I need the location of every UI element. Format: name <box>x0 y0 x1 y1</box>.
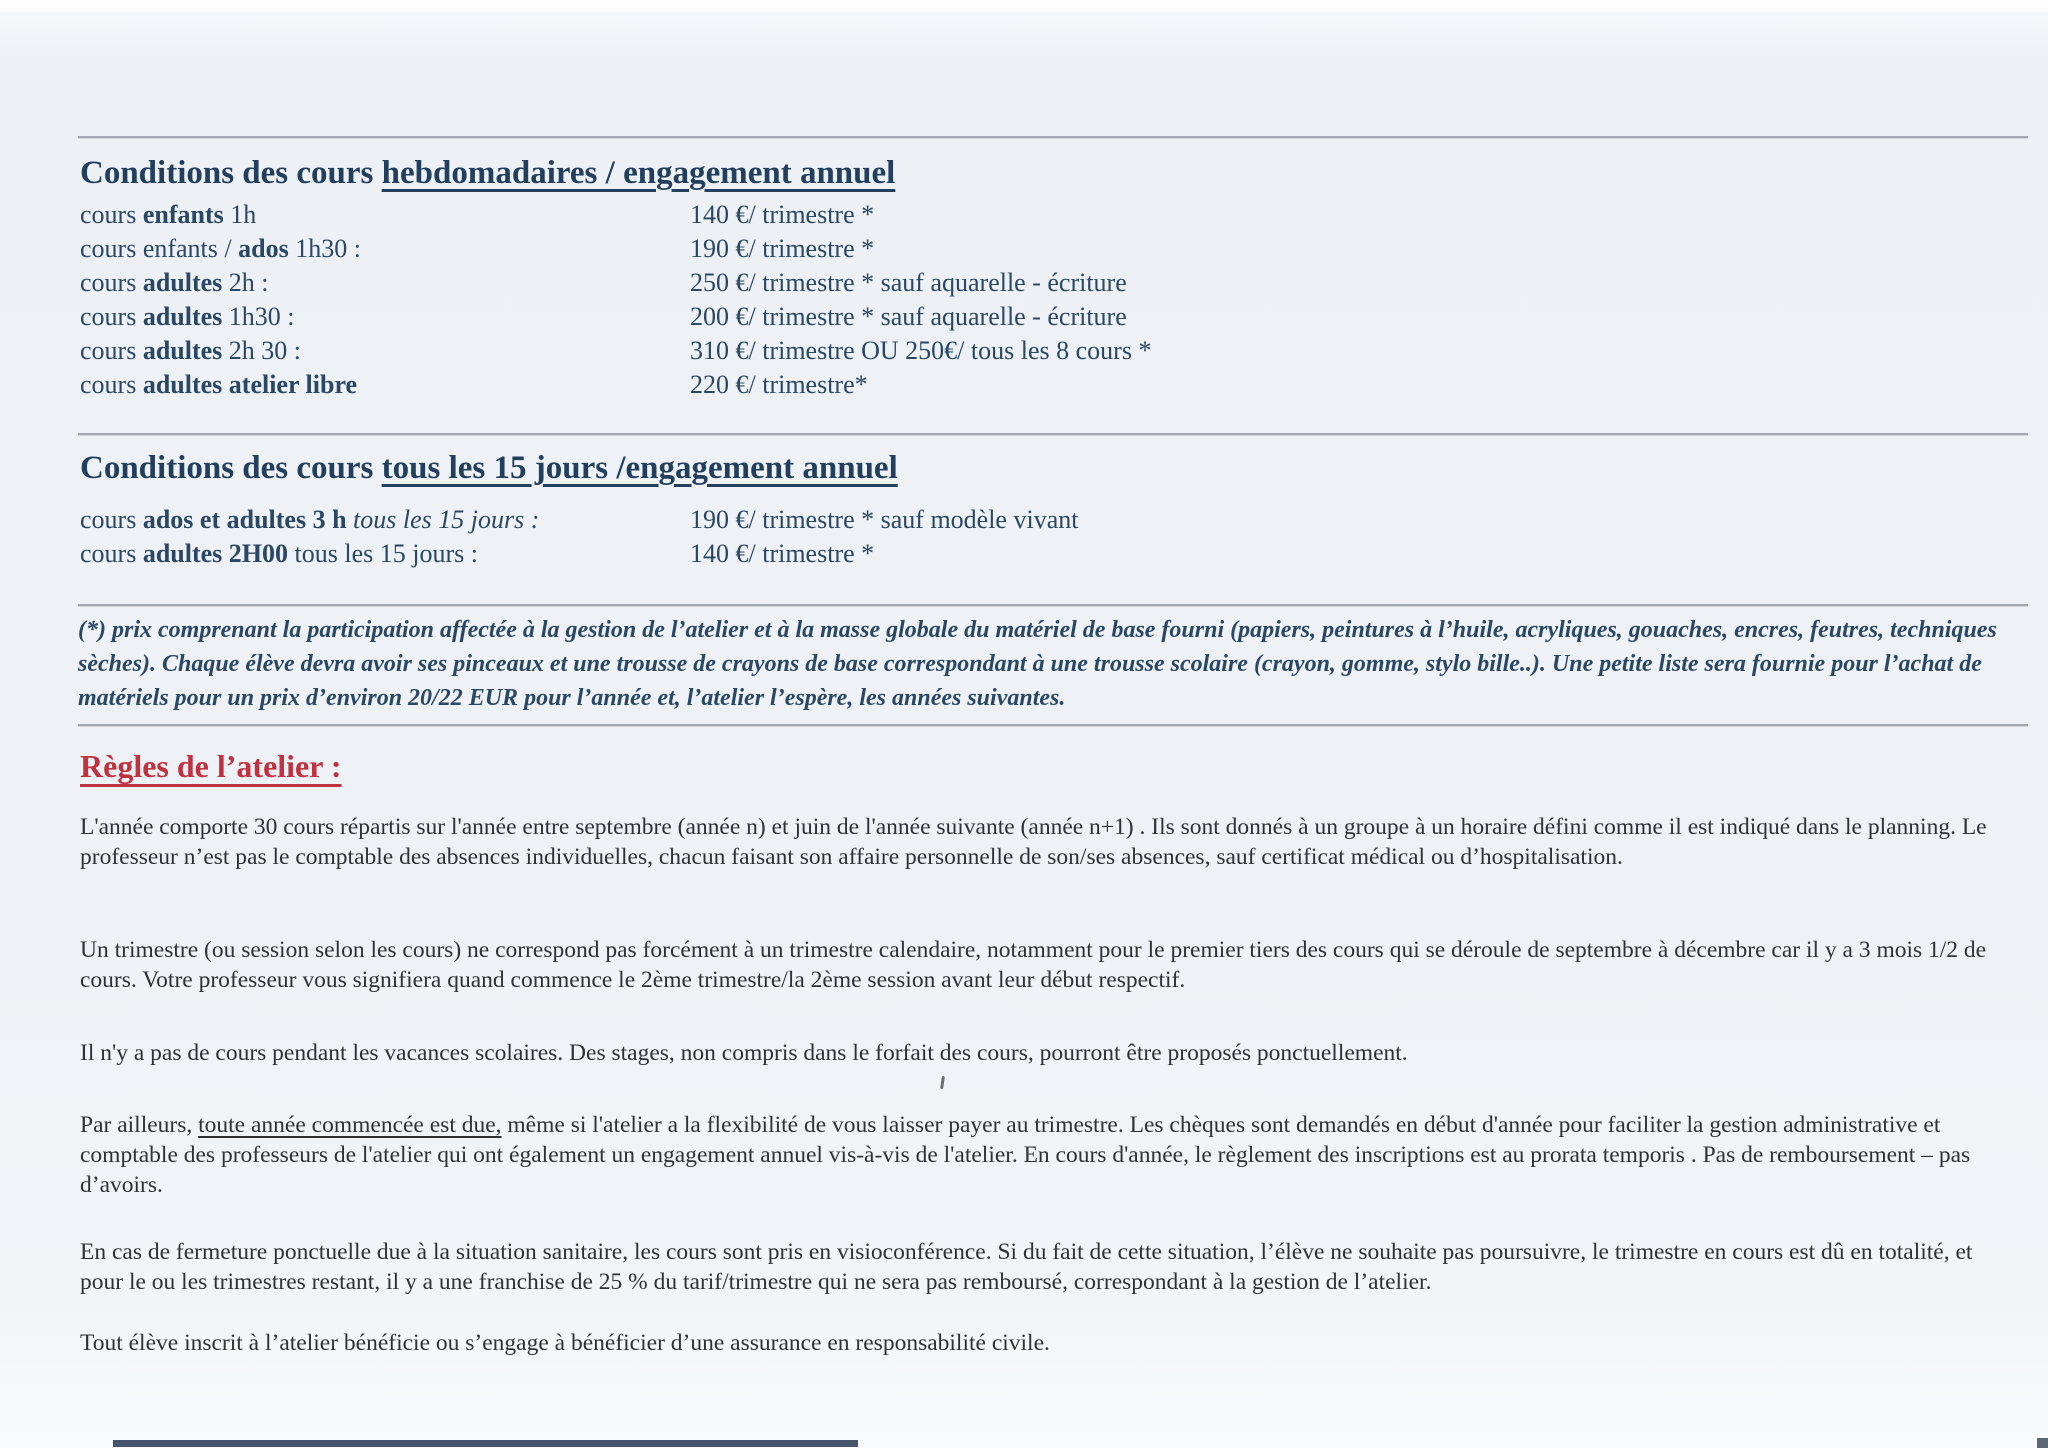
text-segment: L'année comporte 30 cours répartis sur l'année entre septembre (année n) et juin de l'année suivante (année n+1) . Ils sont donnés à un groupe à un horaire défini comme il est indiqué dans le planning. Le professeur n’est pas le comptable des absences individuelles, chacun faisant son affaire personnelle de son/ses absences, sauf certificat médical ou d’hospitalisation. <box>80 814 1987 870</box>
text-segment: adultes <box>142 268 223 297</box>
text-segment: 1h30 : <box>222 302 295 331</box>
course-price: 310 €/ trimestre OU 250€/ tous les 8 cours * <box>690 336 1152 365</box>
paragraph-payment-terms <box>80 1110 2005 1200</box>
text-segment: cours <box>80 200 143 229</box>
price-table-biweekly <box>80 503 1990 571</box>
text-segment: 1h <box>223 200 257 229</box>
paragraph-trimester-definition <box>80 935 2005 995</box>
text-segment: 1h30 : <box>288 234 361 263</box>
price-row <box>80 334 1990 368</box>
price-row <box>80 503 1990 537</box>
text-segment: Tout élève inscrit à l’atelier bénéficie ou s’engage à bénéficier d’une assurance en responsabilité civile. <box>80 1330 1050 1356</box>
text-segment: Il n'y a pas de cours pendant les vacances scolaires. Des stages, non compris dans le forfait des cours, pourront être proposés ponctuellement. <box>80 1040 1408 1066</box>
price-row <box>80 537 1990 571</box>
text-segment: adultes <box>142 302 223 331</box>
text-segment: 2h 30 : <box>222 336 302 365</box>
course-price: 250 €/ trimestre * sauf aquarelle - écriture <box>690 268 1127 297</box>
paragraph-insurance <box>80 1328 2005 1358</box>
divider <box>78 433 2028 435</box>
scan-top-margin <box>0 0 2048 12</box>
course-label <box>80 368 690 402</box>
course-price: 220 €/ trimestre* <box>690 370 868 399</box>
text-segment: Un trimestre (ou session selon les cours) ne correspond pas forcément à un trimestre calendaire, notamment pour le premier tiers des cours qui se déroule de septembre à décembre car il y a 3 mois 1/2 de cours. Votre professeur vous signifiera quand commence le 2ème trimestre/la 2ème session avant leur début respectif. <box>80 937 1987 993</box>
rules-heading: Règles de l’atelier : <box>80 748 342 784</box>
section-title-biweekly-underlined: tous les 15 jours /engagement annuel <box>381 450 898 486</box>
text-segment: cours <box>80 302 143 331</box>
price-footnote: (*) prix comprenant la participation affectée à la gestion de l’atelier et à la masse globale du matériel de base fourni (papiers, peintures à l’huile, acryliques, gouaches, encres, feutres, techniques sèches). Chaque élève devra avoir ses pinceaux et une trousse de crayons de base correspondant à une trousse scolaire (crayon, gomme, stylo bille..). Une petite liste sera fournie pour l’achat de matériels pour un prix d’environ 20/22 EUR pour l’année et, l’atelier l’espère, les années suivantes. <box>78 617 1997 711</box>
course-price: 140 €/ trimestre * <box>690 200 875 229</box>
text-segment: adultes 2H00 <box>142 539 289 568</box>
paragraph-year-structure <box>80 812 2005 872</box>
paragraph-sanitary-closure <box>80 1237 2005 1297</box>
section-title-weekly <box>80 155 895 192</box>
divider <box>78 136 2028 138</box>
course-label <box>80 503 690 537</box>
text-segment: 2h : <box>222 268 269 297</box>
course-price: 190 €/ trimestre * <box>690 234 875 263</box>
course-label <box>80 537 690 571</box>
price-row <box>80 198 1990 232</box>
divider <box>78 724 2028 726</box>
text-segment: adultes <box>142 336 223 365</box>
course-price: 200 €/ trimestre * sauf aquarelle - écriture <box>690 302 1127 331</box>
text-segment: même si l'atelier a la flexibilité de vous laisser payer au trimestre. Les chèques sont demandés en début d'année pour faciliter la gestion administrative et comptable des professeurs de l'atelier qui ont également un engagement annuel vis-à-vis de l'atelier. En cours d'année, le règlement des inscriptions est au prorata temporis . Pas de remboursement – pas d’avoirs. <box>80 1112 1971 1198</box>
text-segment: cours <box>80 505 143 534</box>
course-label <box>80 198 690 232</box>
course-label <box>80 334 690 368</box>
text-segment: tous les 15 jours : <box>288 539 478 568</box>
scan-artifact-tick <box>940 1076 945 1089</box>
course-label <box>80 232 690 266</box>
divider <box>78 604 2028 606</box>
text-segment: cours <box>80 336 143 365</box>
section-title-weekly-underlined: hebdomadaires / engagement annuel <box>381 155 896 191</box>
text-segment: cours enfants / <box>80 234 239 263</box>
section-title-weekly-prefix: Conditions des cours <box>80 155 382 191</box>
text-segment: Par ailleurs, <box>80 1112 199 1138</box>
text-segment: cours <box>80 268 143 297</box>
course-price: 190 €/ trimestre * sauf modèle vivant <box>690 505 1079 534</box>
section-title-biweekly-prefix: Conditions des cours <box>80 450 382 486</box>
text-segment: toute année commencée est due, <box>198 1112 502 1138</box>
text-segment: enfants <box>142 200 224 229</box>
section-title-biweekly <box>80 450 898 487</box>
price-row <box>80 368 1990 402</box>
course-label <box>80 300 690 334</box>
text-segment: cours <box>80 539 143 568</box>
price-row <box>80 300 1990 334</box>
paragraph-holidays-stages <box>80 1038 2005 1068</box>
price-row <box>80 266 1990 300</box>
text-segment: tous les 15 jours : <box>346 505 540 534</box>
scan-artifact-bar <box>113 1440 858 1447</box>
text-segment: En cas de fermeture ponctuelle due à la situation sanitaire, les cours sont pris en visioconférence. Si du fait de cette situation, l’élève ne souhaite pas poursuivre, le trimestre en cours est dû en totalité, et pour le ou les trimestres restant, il y a une franchise de 25 % du tarif/trimestre qui ne sera pas remboursé, correspondant à la gestion de l’atelier. <box>80 1239 1973 1295</box>
scan-artifact-dot <box>2037 1438 2048 1448</box>
course-price: 140 €/ trimestre * <box>690 539 875 568</box>
text-segment: cours <box>80 370 143 399</box>
price-row <box>80 232 1990 266</box>
course-label <box>80 266 690 300</box>
text-segment: ados <box>238 234 289 263</box>
text-segment: adultes atelier libre <box>142 370 358 399</box>
text-segment: ados et adultes 3 h <box>142 505 347 534</box>
price-table-weekly <box>80 198 1990 402</box>
